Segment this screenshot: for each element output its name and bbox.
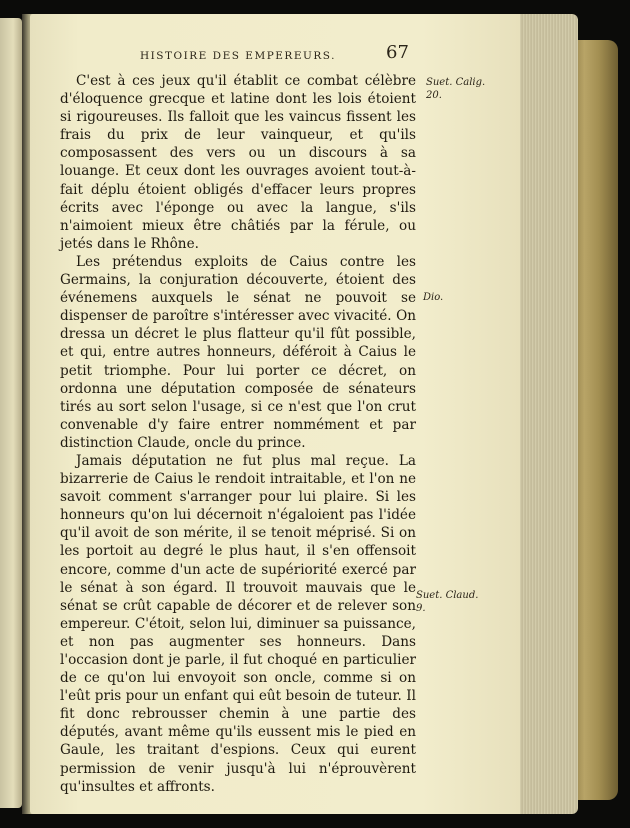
left-page-edge [0,18,22,808]
paragraph-1: C'est à ces jeux qu'il établit ce combat célèbre d'éloquence grecque et latine dont les lois étoient si rigoureuses. Ils falloit que les vaincus fissent les frais du prix de leur vainqueur, et qu'ils composassent des vers ou un discours à sa louange. Et ceux dont les ouvrages avoient tout-à-fait déplu étoient obligés d'effacer leurs propres écrits avec l'éponge ou avec la langue, s'ils n'aimoient mieux être châtiés par la férule, ou jetés dans le Rhône. [60,73,416,252]
running-head: HISTOIRE DES EMPEREURS. [140,50,336,62]
body-text [60,72,416,796]
page-number: 67 [386,42,409,63]
margin-note-dio: Dio. [423,292,444,303]
paragraph-2: Les prétendus exploits de Caius contre les Germains, la conjuration découverte, étoient des événemens auxquels le sénat ne pouvoit se dispenser de paroître s'intéresser avec vivacité. On dressa un décret le plus flatteur qu'il fût possible, et qui, entre autres honneurs, déféroit à Caius le petit triomphe. Pour lui porter ce décret, on ordonna une députation composée de sénateurs tirés au sort selon l'usage, si ce n'est que l'on crut convenable d'y faire entrer nommément et par distinction Claude, oncle du prince. [60,253,416,451]
paragraph-3: Jamais députation ne fut plus mal reçue. La bizarrerie de Caius le rendoit intraitable, et l'on ne savoit comment s'arranger pour lui plaire. Si les honneurs qu'on lui décernoit n'égaloient pas l'idée qu'il avoit de son mérite, il se tenoit méprisé. Si on les portoit au degré le plus haut, il s'en offensoit encore, comme d'un acte de supériorité exercé par le sénat à son égard. Il trouvoit mauvais que le sénat se crût capable de décorer et de relever son empereur. C'étoit, selon lui, diminuer sa puissance, et non pas augmenter ses honneurs. Dans l'occasion dont je parle, il fut choqué en particulier de ce qu'on lui envoyoit son oncle, comme si on l'eût pris pour un enfant qui eût besoin de tuteur. Il fit donc rebrousser chemin à une partie des députés, avant même qu'ils eussent mis le pied en Gaule, les traitant d'espions. Ceux qui eurent permission de venir jusqu'à lui n'éprouvèrent qu'insultes et affronts. [60,452,416,795]
margin-note-suet-calig: Suet. Calig. 20. [426,77,486,101]
margin-note-suet-claud: Suet. Claud. 9. [416,590,479,614]
